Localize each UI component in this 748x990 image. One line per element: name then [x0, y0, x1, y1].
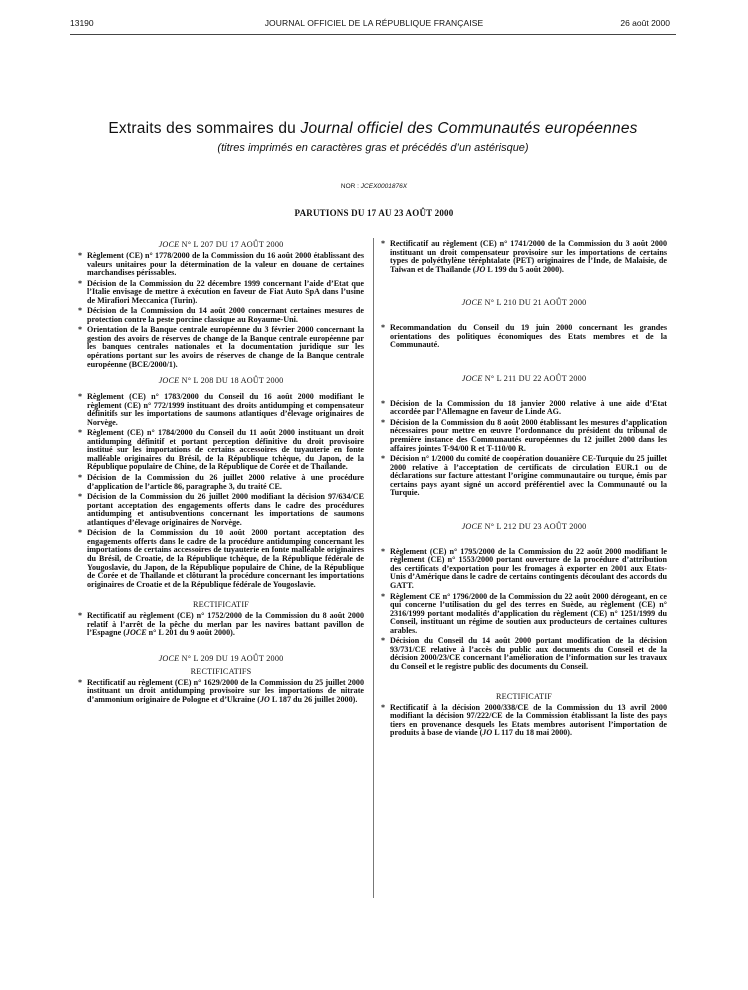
section-heading: JOCE N° L 210 DU 21 AOÛT 2000: [461, 298, 587, 308]
list-item: * Décision de la Commission du 10 août 2000 portant acceptation des engagements offerts dans le cadre de la procédure antidumping concernant les importations de certains accessoires de tuyauterie en fonte malléable originaires du Brésil, de Croatie, de la République tchèque, de la République fédérale de Yougoslavie, du Japon, de la République populaire de Chine, de la République de Corée et de Thaïlande et clôturant la procédure concernant les importations originaires de Croatie et de la République fédérale de Yougoslavie.: [78, 528, 364, 589]
page-number: 13190: [70, 18, 94, 28]
list-item: * Règlement (CE) n° 1778/2000 de la Commission du 16 août 2000 établissant des valeurs unitaires pour la détermination de la valeur en douane de certaines marchandises périssables.: [78, 251, 364, 278]
list-item: * Décision de la Commission du 8 août 2000 établissant les mesures d’application nécessaires pour mettre en œuvre l’ordonnance du président du tribunal de première instance des Communautés européennes du 12 juillet 2000 dans les affaires jointes T-94/00 R et T-110/00 R.: [381, 417, 667, 453]
rectificatif-heading: RECTIFICATIFS: [190, 666, 252, 676]
list-item: * Rectificatif au règlement (CE) n° 1629/2000 de la Commission du 25 juillet 2000 instituant un droit antidumping provisoire sur les importations de nitrate d’ammonium originaire de Pologne et d’Ukraine (JO L 187 du 26 juillet 2000).: [78, 677, 364, 704]
list-item: * Recommandation du Conseil du 19 juin 2000 concernant les grandes orientations des politiques économiques des Etats membres et de la Communauté.: [381, 323, 667, 350]
section-heading: JOCE N° L 207 DU 17 AOÛT 2000: [158, 240, 284, 249]
list-item: * Rectificatif à la décision 2000/338/CE de la Commission du 13 avril 2000 modifiant la décision 97/222/CE de la Commission établissant la liste des pays tiers en provenance desquels les Etats membres autorisent l’importation de produits à base de viande (JO L 117 du 18 mai 2000).: [381, 702, 667, 738]
list-item: * Orientation de la Banque centrale européenne du 3 février 2000 concernant la gestion des avoirs de réserves de change de la Banque centrale européenne par les banques centrales nationales et la documentation juridique sur les opérations portant sur les avoirs de réserves de change de la Banque centrale européenne (BCE/2000/1).: [78, 325, 364, 369]
right-column: [381, 240, 667, 740]
page-title: Extraits des sommaires du Journal officiel des Communautés européennes: [108, 120, 638, 137]
list-item: * Décision du Conseil du 14 août 2000 portant modification de la décision 93/731/CE relative à l’accès du public aux documents du Conseil et de la décision 2000/23/CE concernant l’amélioration de l’information sur les travaux du Conseil et le registre public des documents du Conseil.: [381, 636, 667, 671]
list-item: * Décision de la Commission du 26 juillet 2000 relative à une procédure d’application de l’article 86, paragraphe 3, du traité CE.: [78, 473, 364, 491]
section-heading: JOCE N° L 208 DU 18 AOÛT 2000: [158, 376, 284, 386]
section-heading: JOCE N° L 211 DU 22 AOÛT 2000: [461, 373, 587, 383]
left-column: [78, 240, 364, 706]
list-item: * Règlement (CE) n° 1784/2000 du Conseil du 11 août 2000 instituant un droit antidumping définitif et portant perception définitive du droit provisoire institué sur les importations de certains accessoires de tuyauterie en fonte malléable originaires du Brésil, de la République tchèque, du Japon, de la République populaire de Chine, de la République de Corée et de Thaïlande.: [78, 428, 364, 472]
section-heading: JOCE N° L 212 DU 23 AOÛT 2000: [461, 521, 587, 531]
list-item: * Rectificatif au règlement (CE) n° 1752/2000 de la Commission du 8 août 2000 relatif à l’arrêt de la pêche du merlan par les navires battant pavillon de l’Espagne (JOCE n° L 201 du 9 août 2000).: [78, 611, 364, 638]
parutions-heading: PARUTIONS DU 17 AU 23 AOÛT 2000: [294, 208, 454, 218]
header-rule: [70, 34, 676, 35]
rectificatif-heading: RECTIFICATIF: [495, 691, 553, 701]
list-item: * Décision de la Commission du 26 juillet 2000 modifiant la décision 97/634/CE portant acceptation des engagements offerts dans le cadre des procédures antidumping et antisubventions concernant les importations de saumons atlantiques d’élevage originaires de Norvège.: [78, 492, 364, 527]
list-item: * Décision n° 1/2000 du comité de coopération douanière CE-Turquie du 25 juillet 2000 relative à l’acceptation de certificats de circulation EUR.1 ou de déclarations sur facture attestant l’origine communautaire ou turque, émis par certains pays ayant signé un accord préférentiel avec la Communauté ou la Turquie.: [381, 454, 667, 498]
list-item: * Décision de la Commission du 14 août 2000 concernant certaines mesures de protection contre la peste porcine classique au Royaume-Uni.: [78, 306, 364, 324]
journal-name: JOURNAL OFFICIEL DE LA RÉPUBLIQUE FRANÇAISE: [264, 18, 484, 28]
list-item: * Règlement (CE) n° 1795/2000 de la Commission du 22 août 2000 modifiant le règlement (CE) n° 1553/2000 portant ouverture de la procédure d’attribution des certificats d’exportation pour les fromages à exporter en 2001 aux Etats-Unis d’Amérique dans le cadre de certains contingents découlant des accords du GATT.: [381, 546, 667, 591]
list-item: * Règlement (CE) n° 1783/2000 du Conseil du 16 août 2000 modifiant le règlement (CE) n° 772/1999 instituant des droits antidumping et compensateur définitifs sur les importations de saumons atlantiques d’élevage originaires de Norvège.: [78, 392, 364, 427]
nor-reference: NOR : JCEX0001876X: [340, 183, 408, 190]
list-item: * Décision de la Commission du 18 janvier 2000 relative à une aide d’Etat accordée par l’Allemagne en faveur de Linde AG.: [381, 398, 667, 417]
header-date: 26 août 2000: [620, 18, 670, 28]
page-header: [0, 18, 748, 34]
list-item: * Décision de la Commission du 22 décembre 1999 concernant l’aide d’Etat que l’Italie envisage de mettre à exécution en faveur de Fiat Auto SpA dans l’usine de Mirafiori Meccanica (Turin).: [78, 278, 364, 305]
page-subtitle: (titres imprimés en caractères gras et précédés d’un astérisque): [217, 142, 529, 154]
list-item: * Rectificatif au règlement (CE) n° 1741/2000 de la Commission du 3 août 2000 instituant un droit compensateur provisoire sur les importations de certains types de polyéthylène téréphtalate (PET) originaires de l’Inde, de Malaisie, de Taïwan et de Thaïlande (JO L 199 du 5 août 2000).: [381, 239, 667, 274]
list-item: * Règlement CE n° 1796/2000 de la Commission du 22 août 2000 dérogeant, en ce qui concerne l’utilisation du gel des terres en Suède, au règlement (CE) n° 2316/1999 portant modalités d’application du règlement (CE) n° 1251/1999 du Conseil, instituant un régime de soutien aux producteurs de certaines cultures arables.: [381, 591, 667, 635]
rectificatif-heading: RECTIFICATIF: [192, 600, 250, 610]
title-block: [60, 120, 686, 154]
section-heading: JOCE N° L 209 DU 19 AOÛT 2000: [158, 653, 284, 663]
column-divider: [373, 238, 374, 898]
